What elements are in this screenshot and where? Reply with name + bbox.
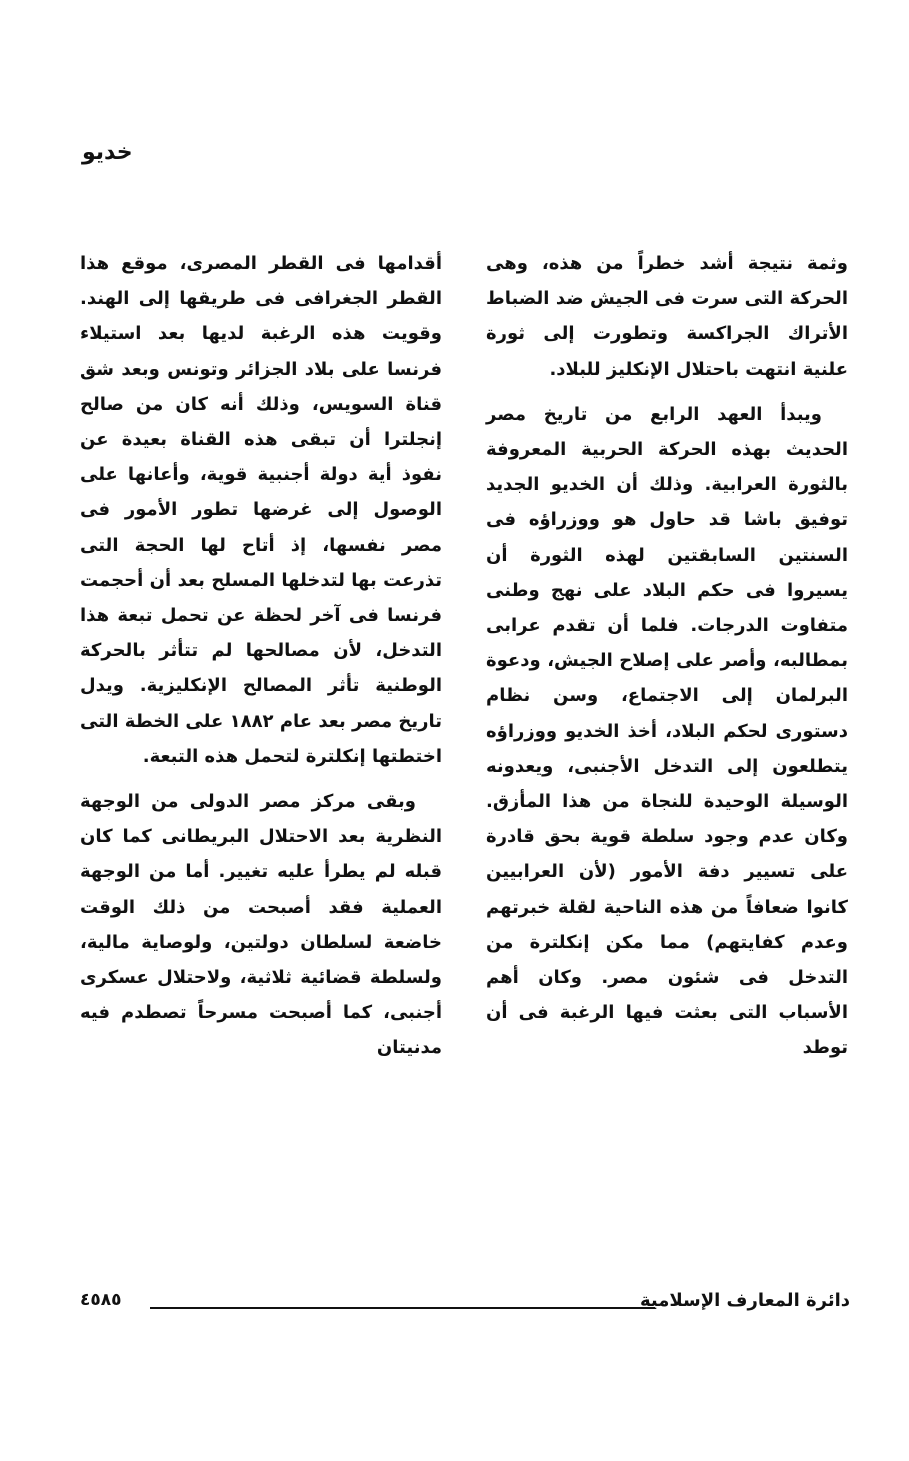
page-number: ٤٥٨٥ [80, 1290, 122, 1310]
paragraph: وبقى مركز مصر الدولى من الوجهة النظرية بعد الاحتلال البريطانى كما كان قبله لم يطرأ عليه تغيير. أما من الوجهة العملية فقد أصبحت من ذلك الوقت خاضعة لسلطان دولتين، ولوصاية مالية، ولسلطة قضائية ثلاثية، ولاحتلال عسكرى أجنبى، كما أصبحت مسرحاً تصطدم فيه مدنيتان [80, 791, 442, 1059]
paragraph: ويبدأ العهد الرابع من تاريخ مصر الحديث بهذه الحركة الحربية المعروفة بالثورة العرابية. وذلك أن الخديو الجديد توفيق باشا قد حاول هو ووزراؤه فى السنتين السابقتين لهذه الثورة أن يسيروا فى حكم البلاد على نهج وطنى متفاوت الدرجات. فلما أن تقدم عرابى بمطالبه، وأصر على إصلاح الجيش، ودعوة البرلمان إلى الاجتماع، وسن نظام دستورى لحكم البلاد، أخذ الخديو ووزراؤه يتطلعون إلى التدخل الأجنبى، ويعدونه الوسيلة الوحيدة للنجاة من هذا المأزق. وكان عدم وجود سلطة قوية بحق قادرة على تسيير دفة الأمور (لأن العرابيين كانوا ضعافاً من هذه الناحية لقلة خبرتهم وعدم كفايتهم) مما مكن إنكلترة من التدخل فى شئون مصر. وكان أهم الأسباب التى بعثت فيها الرغبة فى أن توطد [486, 403, 848, 1059]
footer-rule [150, 1307, 655, 1309]
footer-title: دائرة المعارف الإسلامية [639, 1290, 850, 1311]
running-head: خديو [82, 140, 133, 165]
paragraph: أقدامها فى القطر المصرى، موقع هذا القطر الجغرافى فى طريقها إلى الهند. وقويت هذه الرغبة لديها بعد استيلاء فرنسا على بلاد الجزائر وتونس وبعد شق قناة السويس، وذلك أنه كان من صالح إنجلترا أن تبقى هذه القناة بعيدة عن نفوذ أية دولة أجنبية قوية، وأعانها على الوصول إلى غرضها تطور الأمور فى مصر نفسها، إذ أتاح لها الحجة التى تذرعت بها لتدخلها المسلح بعد أن أحجمت فرنسا فى آخر لحظة عن تحمل تبعة هذا التدخل، لأن مصالحها لم تتأثر بالحركة الوطنية تأثر المصالح الإنكليزية. ويدل تاريخ مصر بعد عام ١٨٨٢ على الخطة التى اختطتها إنكلترة لتحمل هذه التبعة. [80, 253, 442, 767]
left-column [80, 246, 442, 1076]
paragraph: وثمة نتيجة أشد خطراً من هذه، وهى الحركة التى سرت فى الجيش ضد الضباط الأتراك الجراكسة وتطورت إلى ثورة علنية انتهت باحتلال الإنكليز للبلاد. [486, 253, 848, 380]
right-column [486, 246, 848, 1076]
page-footer [80, 1290, 850, 1320]
